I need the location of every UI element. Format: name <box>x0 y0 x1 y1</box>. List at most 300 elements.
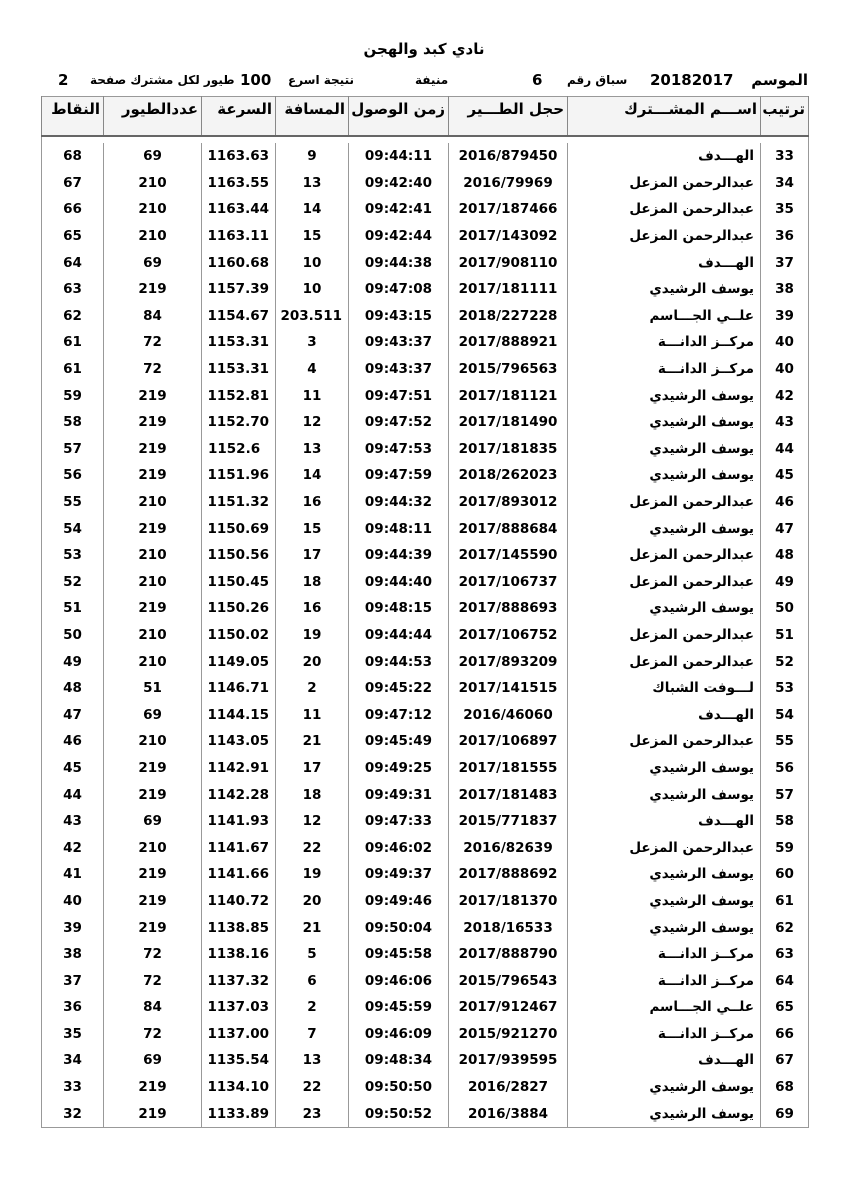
rank-cell: 57 <box>761 781 809 808</box>
points-cell: 68 <box>42 143 104 170</box>
points-cell: 49 <box>42 648 104 675</box>
table-row <box>42 675 809 702</box>
speed-cell: 1153.31 <box>202 329 276 356</box>
participant-cell: الهـــدف <box>568 249 761 276</box>
table-row <box>42 1021 809 1048</box>
distance-cell: 13 <box>276 170 349 197</box>
ring-cell: 2018/16533 <box>449 914 568 941</box>
speed-cell: 1152.6 <box>202 436 276 463</box>
birds-count-cell: 219 <box>104 409 202 436</box>
arrival-time-cell: 09:44:32 <box>349 489 449 516</box>
points-cell: 47 <box>42 701 104 728</box>
participant-cell: عبدالرحمن المزعل <box>568 728 761 755</box>
points-cell: 46 <box>42 728 104 755</box>
distance-cell: 18 <box>276 781 349 808</box>
distance-cell: 20 <box>276 888 349 915</box>
speed-cell: 1137.00 <box>202 1021 276 1048</box>
ring-cell: 2016/82639 <box>449 834 568 861</box>
points-cell: 57 <box>42 436 104 463</box>
rank-cell: 47 <box>761 515 809 542</box>
ring-cell: 2017/888692 <box>449 861 568 888</box>
arrival-time-cell: 09:42:40 <box>349 170 449 197</box>
result-label: نتيجة اسرع <box>288 73 354 87</box>
distance-cell: 13 <box>276 1047 349 1074</box>
participant-cell: يوسف الرشيدي <box>568 755 761 782</box>
rank-cell: 50 <box>761 595 809 622</box>
participant-cell: يوسف الرشيدي <box>568 276 761 303</box>
birds-count-cell: 72 <box>104 941 202 968</box>
speed-cell: 1144.15 <box>202 701 276 728</box>
speed-cell: 1163.44 <box>202 196 276 223</box>
table-row <box>42 755 809 782</box>
birds-count-cell: 69 <box>104 249 202 276</box>
arrival-time-cell: 09:46:02 <box>349 834 449 861</box>
points-cell: 37 <box>42 967 104 994</box>
participant-cell: الهـــدف <box>568 1047 761 1074</box>
col-header-speed: السرعة <box>202 97 276 137</box>
table-row <box>42 994 809 1021</box>
col-header-points: النقاط <box>42 97 104 137</box>
ring-cell: 2017/106752 <box>449 622 568 649</box>
page-number: 2 <box>58 71 69 89</box>
ring-cell: 2017/888684 <box>449 515 568 542</box>
birds-count-cell: 219 <box>104 861 202 888</box>
distance-cell: 6 <box>276 967 349 994</box>
arrival-time-cell: 09:44:38 <box>349 249 449 276</box>
arrival-time-cell: 09:47:08 <box>349 276 449 303</box>
points-cell: 48 <box>42 675 104 702</box>
participant-cell: عبدالرحمن المزعل <box>568 489 761 516</box>
points-cell: 45 <box>42 755 104 782</box>
arrival-time-cell: 09:44:44 <box>349 622 449 649</box>
arrival-time-cell: 09:49:25 <box>349 755 449 782</box>
col-header-rank: ترتيب <box>761 97 809 137</box>
birds-count-cell: 219 <box>104 1074 202 1101</box>
participant-cell: عبدالرحمن المزعل <box>568 834 761 861</box>
arrival-time-cell: 09:44:39 <box>349 542 449 569</box>
participant-cell: يوسف الرشيدي <box>568 781 761 808</box>
speed-cell: 1141.67 <box>202 834 276 861</box>
points-cell: 67 <box>42 170 104 197</box>
points-cell: 65 <box>42 223 104 250</box>
birds-count-cell: 51 <box>104 675 202 702</box>
rank-cell: 61 <box>761 888 809 915</box>
distance-cell: 17 <box>276 755 349 782</box>
birds-count-cell: 210 <box>104 569 202 596</box>
arrival-time-cell: 09:42:41 <box>349 196 449 223</box>
arrival-time-cell: 09:47:12 <box>349 701 449 728</box>
ring-cell: 2017/181370 <box>449 888 568 915</box>
participant-cell: يوسف الرشيدي <box>568 462 761 489</box>
birds-count-cell: 69 <box>104 143 202 170</box>
table-row <box>42 701 809 728</box>
season-label: الموسم <box>751 71 808 89</box>
birds-count-cell: 69 <box>104 1047 202 1074</box>
rank-cell: 45 <box>761 462 809 489</box>
table-row <box>42 223 809 250</box>
participant-cell: يوسف الرشيدي <box>568 861 761 888</box>
arrival-time-cell: 09:48:34 <box>349 1047 449 1074</box>
table-row <box>42 834 809 861</box>
table-row <box>42 329 809 356</box>
participant-cell: يوسف الرشيدي <box>568 1074 761 1101</box>
distance-cell: 9 <box>276 143 349 170</box>
participant-cell: مركــز الدانـــة <box>568 356 761 383</box>
table-row <box>42 356 809 383</box>
arrival-time-cell: 09:47:53 <box>349 436 449 463</box>
rank-cell: 42 <box>761 382 809 409</box>
birds-count-cell: 210 <box>104 648 202 675</box>
birds-count-cell: 219 <box>104 595 202 622</box>
distance-cell: 13 <box>276 436 349 463</box>
table-row <box>42 1047 809 1074</box>
distance-cell: 14 <box>276 462 349 489</box>
speed-cell: 1137.03 <box>202 994 276 1021</box>
distance-cell: 15 <box>276 223 349 250</box>
rank-cell: 63 <box>761 941 809 968</box>
participant-cell: يوسف الرشيدي <box>568 595 761 622</box>
points-cell: 54 <box>42 515 104 542</box>
birds-count-cell: 219 <box>104 436 202 463</box>
points-cell: 63 <box>42 276 104 303</box>
location: منيفة <box>415 73 449 87</box>
race-number: 6 <box>532 71 543 89</box>
arrival-time-cell: 09:49:37 <box>349 861 449 888</box>
speed-cell: 1150.45 <box>202 569 276 596</box>
table-row <box>42 249 809 276</box>
distance-cell: 203.511 <box>276 303 349 330</box>
speed-cell: 1134.10 <box>202 1074 276 1101</box>
ring-cell: 2016/3884 <box>449 1100 568 1127</box>
speed-cell: 1133.89 <box>202 1100 276 1127</box>
ring-cell: 2015/921270 <box>449 1021 568 1048</box>
ring-cell: 2017/181555 <box>449 755 568 782</box>
distance-cell: 14 <box>276 196 349 223</box>
birds-count-cell: 210 <box>104 728 202 755</box>
ring-cell: 2017/141515 <box>449 675 568 702</box>
participant-cell: علــي الجـــاسم <box>568 303 761 330</box>
points-cell: 51 <box>42 595 104 622</box>
rank-cell: 40 <box>761 329 809 356</box>
points-cell: 42 <box>42 834 104 861</box>
distance-cell: 11 <box>276 382 349 409</box>
arrival-time-cell: 09:47:52 <box>349 409 449 436</box>
col-header-participant: اســـم المشـــترك <box>568 97 761 137</box>
points-cell: 34 <box>42 1047 104 1074</box>
distance-cell: 19 <box>276 861 349 888</box>
points-cell: 64 <box>42 249 104 276</box>
points-cell: 61 <box>42 356 104 383</box>
speed-cell: 1163.63 <box>202 143 276 170</box>
points-cell: 53 <box>42 542 104 569</box>
speed-cell: 1152.81 <box>202 382 276 409</box>
participant-cell: عبدالرحمن المزعل <box>568 648 761 675</box>
rank-cell: 66 <box>761 1021 809 1048</box>
distance-cell: 3 <box>276 329 349 356</box>
points-cell: 66 <box>42 196 104 223</box>
birds-count-cell: 219 <box>104 515 202 542</box>
speed-cell: 1151.96 <box>202 462 276 489</box>
ring-cell: 2016/46060 <box>449 701 568 728</box>
points-cell: 36 <box>42 994 104 1021</box>
ring-cell: 2017/187466 <box>449 196 568 223</box>
birds-count-cell: 69 <box>104 701 202 728</box>
ring-cell: 2018/262023 <box>449 462 568 489</box>
speed-cell: 1150.26 <box>202 595 276 622</box>
season-value: 20182017 <box>650 71 734 89</box>
points-cell: 55 <box>42 489 104 516</box>
rank-cell: 51 <box>761 622 809 649</box>
table-header-row <box>42 97 809 137</box>
speed-cell: 1138.85 <box>202 914 276 941</box>
ring-cell: 2017/145590 <box>449 542 568 569</box>
arrival-time-cell: 09:47:51 <box>349 382 449 409</box>
ring-cell: 2015/796563 <box>449 356 568 383</box>
table-row <box>42 382 809 409</box>
rank-cell: 69 <box>761 1100 809 1127</box>
table-row <box>42 781 809 808</box>
table-row <box>42 861 809 888</box>
points-cell: 52 <box>42 569 104 596</box>
col-header-arrival-time: زمن الوصول <box>349 97 449 137</box>
table-row <box>42 489 809 516</box>
distance-cell: 19 <box>276 622 349 649</box>
distance-cell: 12 <box>276 808 349 835</box>
points-cell: 56 <box>42 462 104 489</box>
distance-cell: 11 <box>276 701 349 728</box>
arrival-time-cell: 09:50:50 <box>349 1074 449 1101</box>
distance-cell: 23 <box>276 1100 349 1127</box>
rank-cell: 59 <box>761 834 809 861</box>
ring-cell: 2017/888693 <box>449 595 568 622</box>
birds-count-cell: 210 <box>104 834 202 861</box>
ring-cell: 2016/79969 <box>449 170 568 197</box>
birds-count-cell: 210 <box>104 489 202 516</box>
speed-cell: 1141.93 <box>202 808 276 835</box>
participant-cell: الهـــدف <box>568 808 761 835</box>
arrival-time-cell: 09:46:06 <box>349 967 449 994</box>
ring-cell: 2017/912467 <box>449 994 568 1021</box>
ring-cell: 2017/181835 <box>449 436 568 463</box>
points-cell: 61 <box>42 329 104 356</box>
participant-cell: الهـــدف <box>568 701 761 728</box>
participant-cell: مركــز الدانـــة <box>568 329 761 356</box>
distance-cell: 10 <box>276 276 349 303</box>
ring-cell: 2017/181111 <box>449 276 568 303</box>
rank-cell: 39 <box>761 303 809 330</box>
participant-cell: مركــز الدانـــة <box>568 1021 761 1048</box>
points-cell: 39 <box>42 914 104 941</box>
ring-cell: 2015/796543 <box>449 967 568 994</box>
birds-count-cell: 219 <box>104 276 202 303</box>
arrival-time-cell: 09:43:37 <box>349 329 449 356</box>
participant-cell: يوسف الرشيدي <box>568 436 761 463</box>
points-cell: 59 <box>42 382 104 409</box>
birds-count-cell: 72 <box>104 356 202 383</box>
distance-cell: 4 <box>276 356 349 383</box>
birds-count-cell: 210 <box>104 170 202 197</box>
ring-cell: 2016/879450 <box>449 143 568 170</box>
rank-cell: 67 <box>761 1047 809 1074</box>
speed-cell: 1141.66 <box>202 861 276 888</box>
speed-cell: 1163.11 <box>202 223 276 250</box>
rank-cell: 53 <box>761 675 809 702</box>
arrival-time-cell: 09:44:11 <box>349 143 449 170</box>
table-row <box>42 303 809 330</box>
speed-cell: 1143.05 <box>202 728 276 755</box>
birds-count-cell: 84 <box>104 994 202 1021</box>
distance-cell: 21 <box>276 914 349 941</box>
arrival-time-cell: 09:50:52 <box>349 1100 449 1127</box>
table-row <box>42 1100 809 1127</box>
participant-cell: يوسف الرشيدي <box>568 515 761 542</box>
birds-count-cell: 219 <box>104 888 202 915</box>
speed-cell: 1157.39 <box>202 276 276 303</box>
distance-cell: 2 <box>276 994 349 1021</box>
rank-cell: 43 <box>761 409 809 436</box>
participant-cell: عبدالرحمن المزعل <box>568 170 761 197</box>
arrival-time-cell: 09:49:31 <box>349 781 449 808</box>
distance-cell: 16 <box>276 595 349 622</box>
points-cell: 40 <box>42 888 104 915</box>
arrival-time-cell: 09:47:33 <box>349 808 449 835</box>
participant-cell: يوسف الرشيدي <box>568 382 761 409</box>
ring-cell: 2017/893012 <box>449 489 568 516</box>
rank-cell: 52 <box>761 648 809 675</box>
table-row <box>42 515 809 542</box>
table-row <box>42 1074 809 1101</box>
speed-cell: 1154.67 <box>202 303 276 330</box>
speed-cell: 1150.56 <box>202 542 276 569</box>
ring-cell: 2017/939595 <box>449 1047 568 1074</box>
participant-cell: لـــوفت الشباك <box>568 675 761 702</box>
rank-cell: 54 <box>761 701 809 728</box>
speed-cell: 1151.32 <box>202 489 276 516</box>
arrival-time-cell: 09:43:15 <box>349 303 449 330</box>
table-row <box>42 436 809 463</box>
speed-cell: 1142.91 <box>202 755 276 782</box>
table-row <box>42 196 809 223</box>
speed-cell: 1153.31 <box>202 356 276 383</box>
birds-count-cell: 219 <box>104 914 202 941</box>
speed-cell: 1152.70 <box>202 409 276 436</box>
participant-cell: عبدالرحمن المزعل <box>568 622 761 649</box>
table-row <box>42 622 809 649</box>
ring-cell: 2016/2827 <box>449 1074 568 1101</box>
participant-cell: علــي الجـــاسم <box>568 994 761 1021</box>
participant-cell: عبدالرحمن المزعل <box>568 223 761 250</box>
ring-cell: 2017/181121 <box>449 382 568 409</box>
table-row <box>42 914 809 941</box>
points-cell: 33 <box>42 1074 104 1101</box>
points-cell: 50 <box>42 622 104 649</box>
table-row <box>42 595 809 622</box>
rank-cell: 55 <box>761 728 809 755</box>
table-row <box>42 728 809 755</box>
col-header-birds-count: عددالطيور <box>104 97 202 137</box>
arrival-time-cell: 09:44:40 <box>349 569 449 596</box>
table-row <box>42 569 809 596</box>
distance-cell: 5 <box>276 941 349 968</box>
arrival-time-cell: 09:45:58 <box>349 941 449 968</box>
ring-cell: 2018/227228 <box>449 303 568 330</box>
distance-cell: 21 <box>276 728 349 755</box>
ring-cell: 2017/181483 <box>449 781 568 808</box>
rank-cell: 38 <box>761 276 809 303</box>
birds-count-cell: 219 <box>104 781 202 808</box>
speed-cell: 1146.71 <box>202 675 276 702</box>
birds-count-cell: 210 <box>104 223 202 250</box>
ring-cell: 2017/888921 <box>449 329 568 356</box>
ring-cell: 2017/106897 <box>449 728 568 755</box>
rank-cell: 49 <box>761 569 809 596</box>
speed-cell: 1150.69 <box>202 515 276 542</box>
col-header-ring: حجل الطـــير <box>449 97 568 137</box>
speed-cell: 1150.02 <box>202 622 276 649</box>
arrival-time-cell: 09:48:11 <box>349 515 449 542</box>
distance-cell: 12 <box>276 409 349 436</box>
participant-cell: يوسف الرشيدي <box>568 914 761 941</box>
participant-cell: عبدالرحمن المزعل <box>568 569 761 596</box>
rank-cell: 64 <box>761 967 809 994</box>
participant-cell: يوسف الرشيدي <box>568 1100 761 1127</box>
col-header-distance: المسافة <box>276 97 349 137</box>
speed-cell: 1138.16 <box>202 941 276 968</box>
arrival-time-cell: 09:48:15 <box>349 595 449 622</box>
table-row <box>42 941 809 968</box>
table-row <box>42 808 809 835</box>
participant-cell: الهـــدف <box>568 143 761 170</box>
points-cell: 41 <box>42 861 104 888</box>
distance-cell: 22 <box>276 1074 349 1101</box>
arrival-time-cell: 09:47:59 <box>349 462 449 489</box>
table-row <box>42 409 809 436</box>
birds-count-cell: 69 <box>104 808 202 835</box>
birds-count-cell: 219 <box>104 462 202 489</box>
rank-cell: 44 <box>761 436 809 463</box>
speed-cell: 1142.28 <box>202 781 276 808</box>
birds-count-cell: 84 <box>104 303 202 330</box>
speed-cell: 1135.54 <box>202 1047 276 1074</box>
points-cell: 38 <box>42 941 104 968</box>
rank-cell: 48 <box>761 542 809 569</box>
rank-cell: 40 <box>761 356 809 383</box>
results-table <box>41 96 809 1128</box>
table-row <box>42 967 809 994</box>
speed-cell: 1137.32 <box>202 967 276 994</box>
distance-cell: 22 <box>276 834 349 861</box>
points-cell: 62 <box>42 303 104 330</box>
distance-cell: 10 <box>276 249 349 276</box>
club-title: نادي كبد والهجن <box>363 40 485 58</box>
birds-count-cell: 219 <box>104 1100 202 1127</box>
arrival-time-cell: 09:45:22 <box>349 675 449 702</box>
speed-cell: 1163.55 <box>202 170 276 197</box>
table-row <box>42 542 809 569</box>
participant-cell: يوسف الرشيدي <box>568 409 761 436</box>
ring-cell: 2017/106737 <box>449 569 568 596</box>
speed-cell: 1160.68 <box>202 249 276 276</box>
distance-cell: 2 <box>276 675 349 702</box>
arrival-time-cell: 09:50:04 <box>349 914 449 941</box>
rank-cell: 36 <box>761 223 809 250</box>
table-row <box>42 143 809 170</box>
participant-cell: عبدالرحمن المزعل <box>568 196 761 223</box>
distance-cell: 7 <box>276 1021 349 1048</box>
rank-cell: 60 <box>761 861 809 888</box>
arrival-time-cell: 09:44:53 <box>349 648 449 675</box>
ring-cell: 2017/888790 <box>449 941 568 968</box>
